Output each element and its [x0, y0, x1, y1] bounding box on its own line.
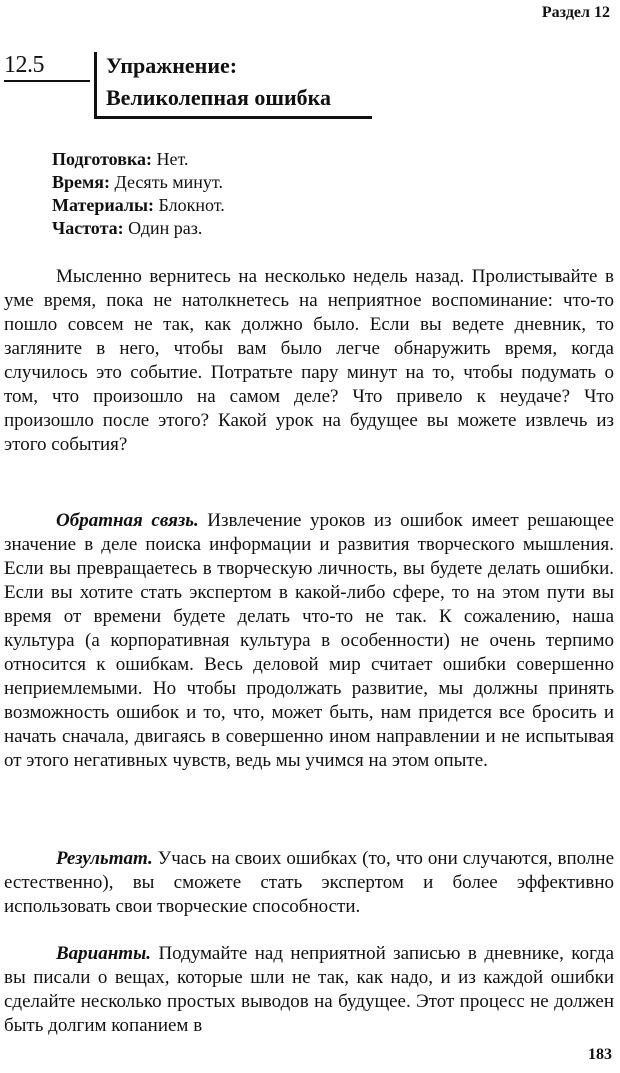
result-text: Учась на своих ошибках (то, что они случаются, вполне естественно), вы сможете стать экспертом и более эффективно использовать свои творческие способности.	[4, 848, 615, 917]
meta-materials-label: Материалы:	[52, 195, 155, 215]
variants-text: Подумайте над неприятной записью в дневнике, когда вы писали о вещах, которые шли не так, как надо, и из каждой ошибки сделайте несколько простых выводов на будущее. Этот процесс не должен быть долгим копанием в	[4, 943, 615, 1036]
meta-materials-value: Блокнот.	[158, 195, 225, 215]
meta-preparation-label: Подготовка:	[52, 149, 153, 169]
meta-preparation	[52, 148, 225, 171]
title-bottom-rule	[94, 116, 372, 119]
meta-frequency-label: Частота:	[52, 218, 124, 238]
result-label: Результат.	[56, 848, 153, 869]
intro-paragraph: Мысленно вернитесь на несколько недель назад. Пролистывайте в уме время, пока не натолкнетесь на неприятное воспоминание: что-то пошло совсем не так, как должно было. Если вы ведете дневник, то загляните в него, чтобы вам было легче обнаружить время, когда случилось это событие. Потратьте пару минут на то, чтобы подумать о том, что произошло на самом деле? Что привело к неудаче? Что произошло после этого? Какой урок на будущее вы можете извлечь из этого события?	[4, 266, 614, 455]
meta-preparation-value: Нет.	[156, 149, 189, 169]
section-title-line-1: Упражнение:	[106, 53, 238, 78]
feedback-label: Обратная связь.	[56, 510, 199, 531]
section-title-line-2: Великолепная ошибка	[106, 85, 332, 110]
feedback-text: Извлечение уроков из ошибок имеет решающее значение в деле поиска информации и развития творческого мышления. Если вы превращаетесь в творческую личность, вы будете делать ошибки. Если вы хотите стать экспертом в какой-либо сфере, то на этом пути вы время от времени будете делать что-то не так. К сожалению, наша культура (а корпоративная культура в особенности) не очень терпимо относится к ошибкам. Весь деловой мир считает ошибки совершенно неприемлемыми. Но чтобы продолжать развитие, мы должны принять возможность ошибок и то, что, может быть, нам придется все бросить и начать сначала, двигаясь в совершенно ином направлении и не испытывая от этого негативных чувств, ведь мы учимся на этом опыте.	[4, 510, 615, 771]
exercise-meta	[52, 148, 225, 240]
result-paragraph	[4, 847, 614, 919]
variants-label: Варианты.	[56, 943, 151, 964]
section-number: 12.5	[4, 52, 44, 78]
feedback-paragraph	[4, 509, 614, 773]
meta-frequency	[52, 217, 225, 240]
section-number-underline	[4, 80, 90, 82]
meta-time-label: Время:	[52, 172, 110, 192]
section-title	[106, 50, 331, 114]
meta-materials	[52, 194, 225, 217]
variants-paragraph	[4, 942, 614, 1038]
meta-time-value: Десять минут.	[114, 172, 223, 192]
title-vertical-rule	[94, 52, 97, 118]
running-head: Раздел 12	[541, 4, 610, 21]
meta-frequency-value: Один раз.	[128, 218, 203, 238]
page-number: 183	[588, 1046, 612, 1063]
meta-time	[52, 171, 225, 194]
